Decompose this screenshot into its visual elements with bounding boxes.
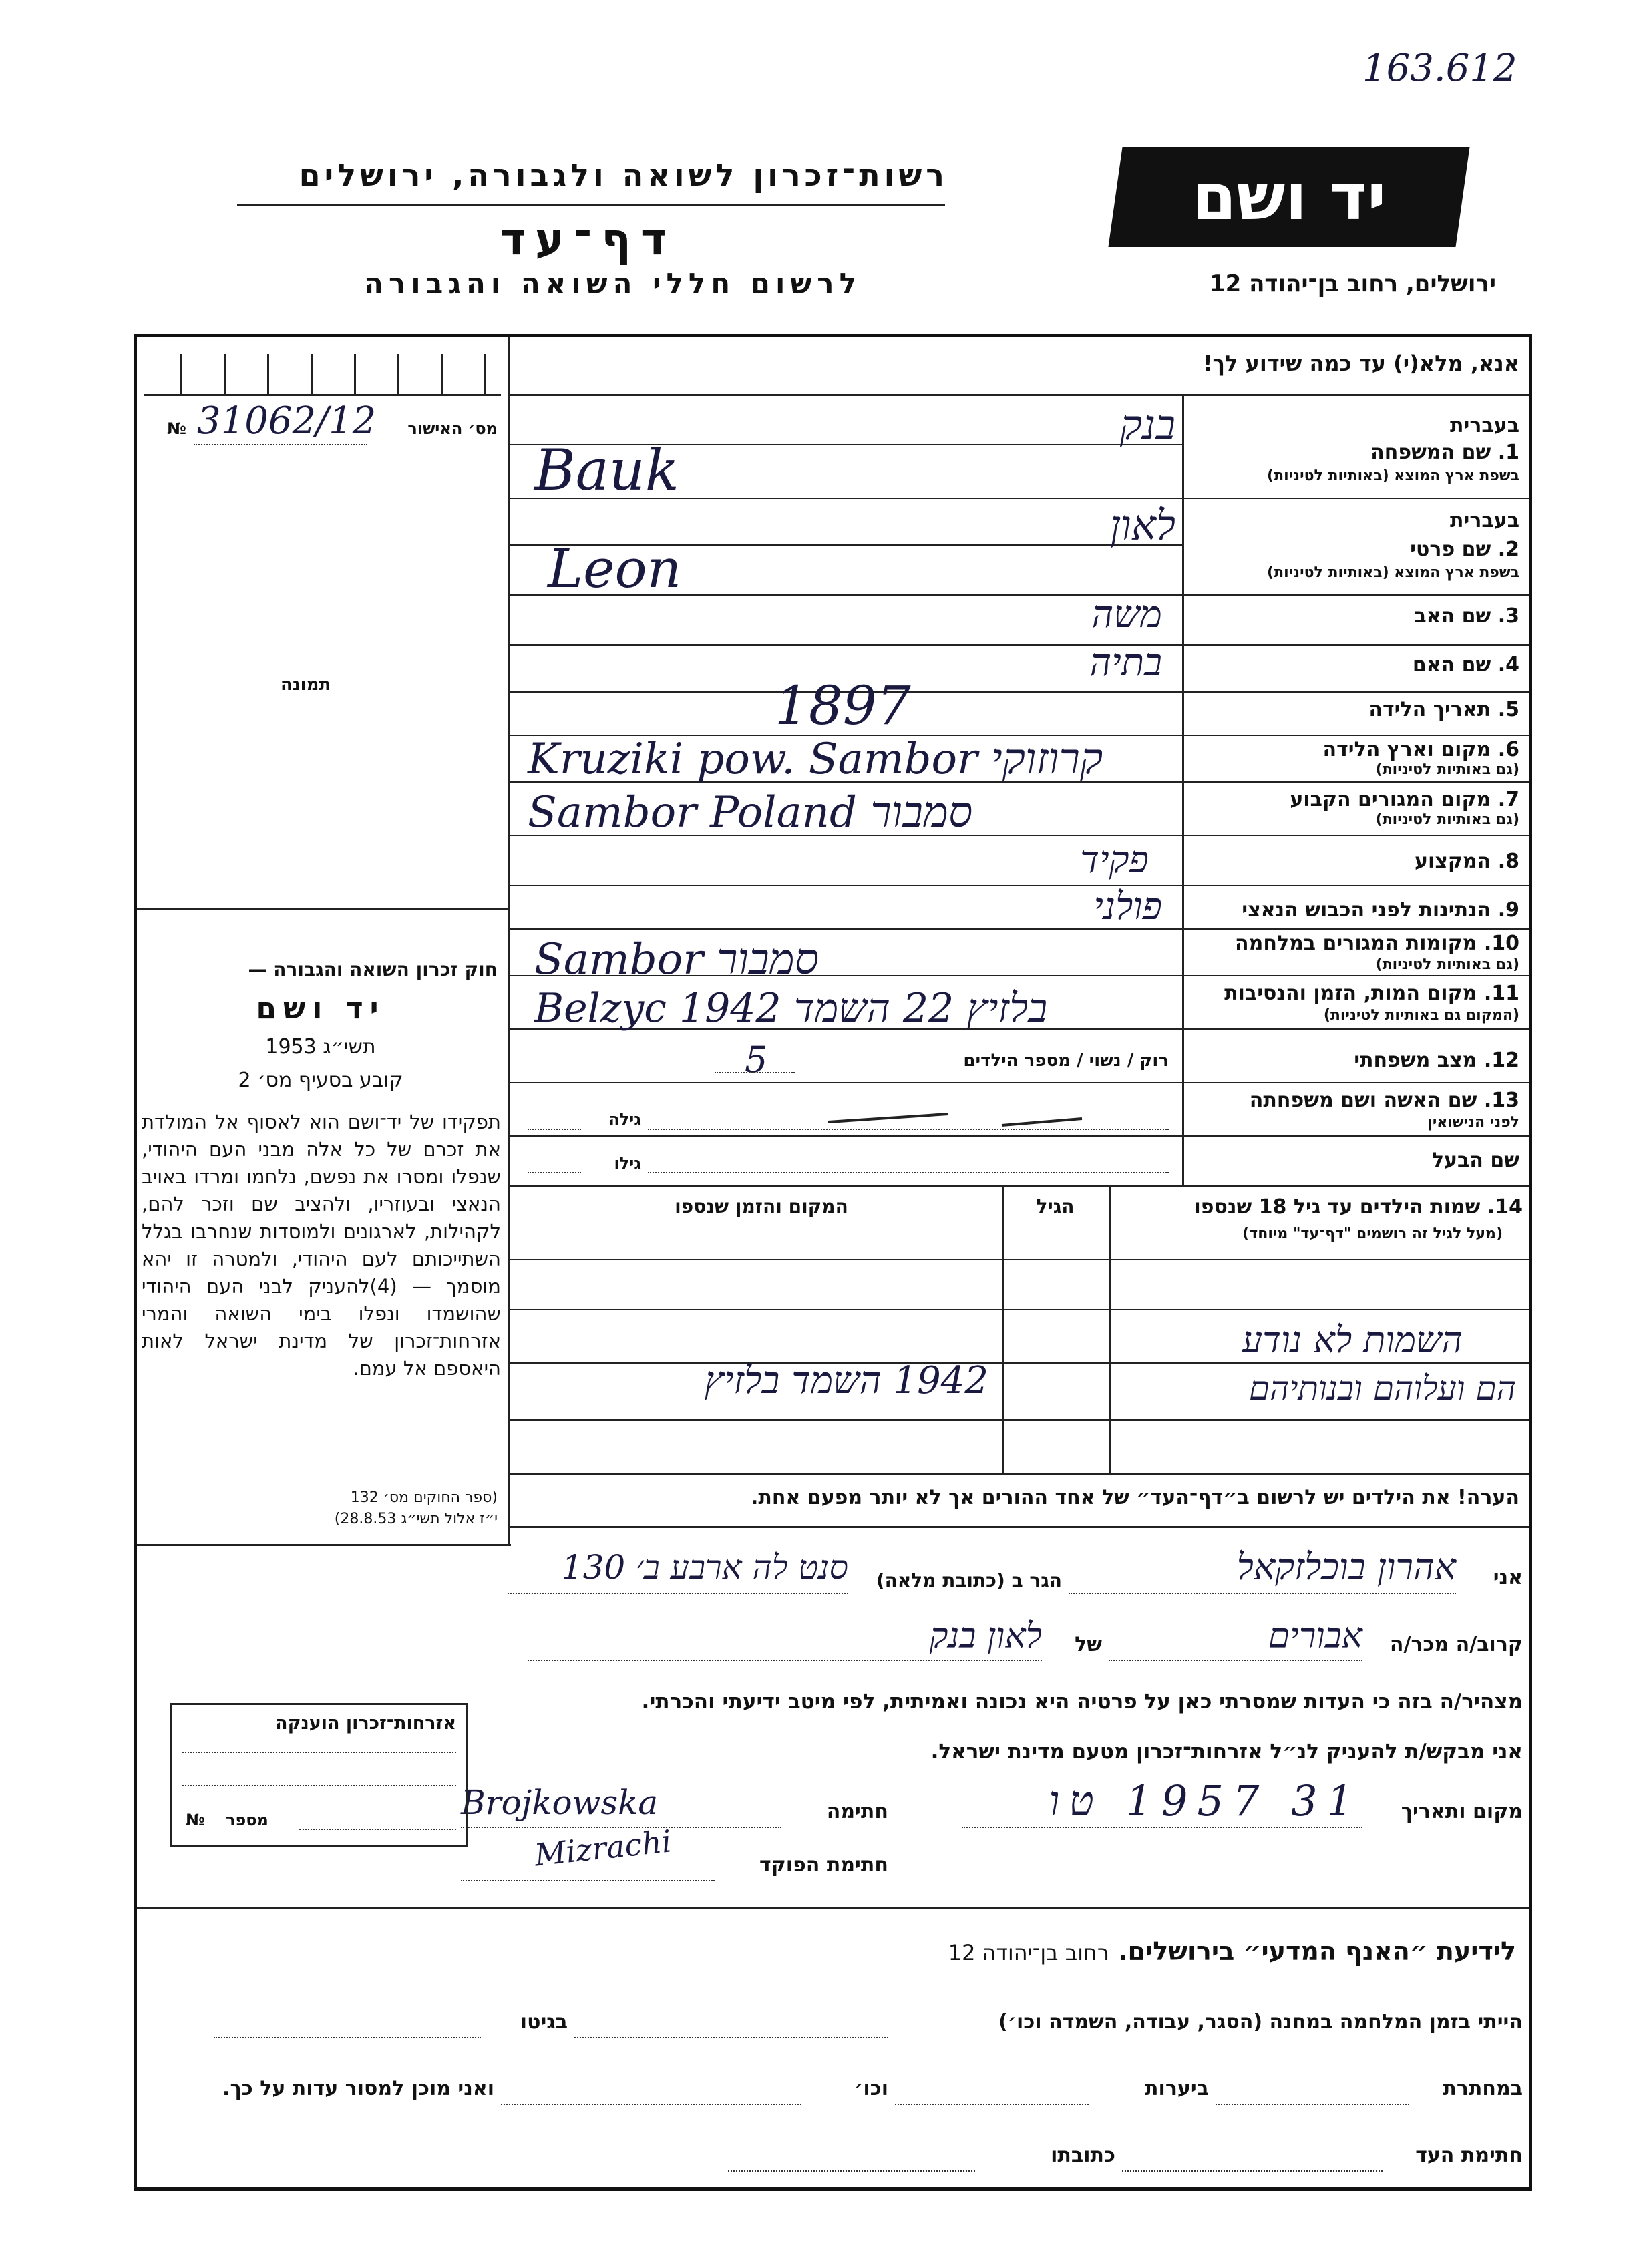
field-13-dash-strokes [821,1095,1089,1135]
field-1-text: שם המשפחה [1370,441,1491,464]
field-2-latin-value[interactable]: Leon [548,538,682,600]
field-3-value[interactable]: משה [1091,593,1162,636]
field-14-col-age: הגיל [1036,1195,1075,1217]
decl-address[interactable]: סנט לה ארבע ב׳ 130 [561,1548,848,1587]
form-request: אנא, מלא(י) עד כמה שידוע לך! [1202,351,1519,376]
decl-request: אני מבקש/ת להעניק לנ״ל אזרחות־זכרון מטעם מדינת ישראל. [930,1740,1523,1764]
field-10-label [1192,932,1519,955]
field-11-num: 11. [1483,982,1519,1005]
org-line: רשות־זכרון לשואה ולגבורה, ירושלים [299,157,948,193]
field-12-options: רוק / נשוי / מספר הילדים [963,1051,1169,1071]
photo-label: תמונה [281,675,331,695]
field-9-value[interactable]: פולני [1093,885,1162,928]
field-6-sub: (גם באותיות לטיניות) [1375,761,1519,778]
field-6-value[interactable]: Kruziki pow. Sambor קרוזוקי [528,735,1103,784]
field-4-text: שם האם [1412,653,1491,677]
yad-vashem-logo [1108,147,1469,247]
field-5-label [1192,698,1519,721]
field-12-text: מצב משפחתי [1354,1049,1477,1072]
field-6-text: מקום וארץ הלידה [1322,738,1491,761]
field-2-hebrew-value[interactable]: לאון [1110,501,1175,550]
decl-relation-value[interactable]: אבורים [1268,1616,1362,1656]
children-names-line-2[interactable]: הם ועלוהם ובנותיהם [1248,1369,1516,1408]
field-1-latin-value[interactable]: Bauk [534,437,679,503]
tick-boxes [144,354,501,396]
footer-address: רחוב בן־יהודה 12 [948,1940,1109,1965]
decl-signature[interactable]: Brojkowska [461,1783,659,1822]
field-9-num: 9. [1497,898,1519,922]
law-clause: קובע בסעיף מס׳ 2 [238,1069,403,1092]
decl-relation-label: קרוב/ה מכר/ה [1389,1633,1523,1656]
note: הערה! את הילדים יש לרשום ב״דף־העד״ של אחד ההורים אך לא יותר מפעם אחת. [751,1486,1519,1509]
law-ref-1: (ספר החוקים מס׳ 132 [350,1489,498,1506]
archive-reference: 163.612 [1362,47,1517,90]
field-2-label [1192,538,1519,561]
field-13-first-name-label: גילה [608,1110,641,1129]
children-place[interactable]: 1942 השמד בלזיץ [704,1359,988,1402]
law-heading: חוק זכרון השואה והגבורה — [248,958,498,980]
field-8-label [1192,849,1519,873]
logo-text: יד ושם [1191,160,1387,234]
field-8-value[interactable]: פקיד [1080,838,1149,882]
declarant-name[interactable]: אהרון בוכלזקאל [1236,1546,1456,1588]
field-14-num: 14. [1487,1195,1523,1219]
decl-of-name[interactable]: לאון בנק [929,1616,1042,1656]
field-12-num: 12. [1483,1049,1519,1072]
citizenship-box-number-label: מספר [226,1811,268,1829]
field-3-num: 3. [1497,604,1519,628]
law-text: תפקידו של יד־ושם הוא לאסוף אל המולדת את זכרם של כל אלה מבני העם היהודי, שנפלו ומסרו את נפשם, נלחמו ומרדו באויב הנאצי ובעוזריו, ולהציב שם וזכר להם, לקהילות, לארגונים ולמוסדות שנחרבו בגלל השתייכותם לעם היהודי, ולמטרה זו יהא מוסמך — (4)להעניק לבני העם היהודי שהושמדו ונפלו בימי השואה והמרי אזרחות־זכרון של מדינת ישראל לאות היאספם אל עמם. [142,1111,501,1380]
field-1-in-hebrew: בעברית [1450,414,1519,437]
decl-residing-label: הגר ב (כתובת מלאה) [876,1569,1062,1591]
field-2-in-hebrew: בעברית [1450,509,1519,532]
field-1-sub: בשפת ארץ המוצא (באותיות לטיניות) [1267,467,1519,484]
footer-title-line [468,1937,1516,1966]
field-13-text: שם האשה ושם משפחתה [1249,1089,1477,1112]
field-14-sub: (מעל לגיל זה רושמים "דף־עד" מיוחד) [1242,1225,1503,1242]
approval-number: 31062/12 [197,399,377,443]
field-7-value[interactable]: Sambor Poland סמבור [528,788,973,837]
field-11-text: מקום המות, הזמן והנסיבות [1224,982,1477,1005]
citizenship-box-no-sign: № [186,1811,205,1829]
footer-line2-a: במחתרת [1443,2077,1523,2100]
field-9-label [1192,898,1519,922]
footer-line1-b: בגיטו [520,2010,568,2034]
field-10-value[interactable]: Sambor סמבור [534,935,819,984]
field-2-num: 2. [1497,538,1519,561]
field-8-text: המקצוע [1414,849,1491,873]
field-9-text: הנתינות לפני הכבוש הנאצי [1242,898,1491,922]
field-14-col-place: המקום והזמן שנספו [675,1195,848,1217]
footer-line3-b: כתובתו [1051,2144,1115,2167]
law-ref-2: י״ז אלול תשי״ג 28.8.53) [334,1511,498,1527]
decl-i-label: אני [1493,1566,1523,1589]
field-7-text: מקום המגורים הקבוע [1290,788,1491,811]
field-7-num: 7. [1497,788,1519,811]
footer-line2-d: ואני מוכן למסור עדות על כך. [222,2077,494,2100]
field-6-num: 6. [1497,738,1519,761]
field-12-label [1192,1049,1519,1072]
field-4-label [1192,653,1519,677]
field-7-sub: (גם באותיות לטיניות) [1375,811,1519,828]
decl-officer-label: חתימת הפוקד [759,1853,888,1877]
decl-officer-sign[interactable]: Mizrachi [532,1823,673,1873]
field-13-sub: לפני הנישואין [1427,1114,1519,1131]
field-10-text: מקומות המגורים במלחמה [1235,932,1477,955]
field-10-sub: (גם באותיות לטיניות) [1375,956,1519,973]
law-year: תשי״ג 1953 [265,1035,376,1059]
field-4-value[interactable]: בתיה [1089,641,1162,685]
field-13-num: 13. [1483,1089,1519,1112]
footer-line3-a: חתימת העד [1415,2144,1523,2167]
field-5-num: 5. [1497,698,1519,721]
decl-place-date-label: מקום ותאריך [1401,1800,1523,1823]
field-4-num: 4. [1497,653,1519,677]
field-10-num: 10. [1483,932,1519,955]
decl-statement: מצהיר/ה בזה כי העדות שמסרתי כאן על פרטיה היא נכונה ואמיתית, לפי מיטב ידיעתי והכרתי. [641,1690,1523,1714]
field-13-label [1192,1089,1519,1112]
address: ירושלים, רחוב בן־יהודה 12 [1209,270,1496,297]
field-1-label [1192,441,1519,464]
field-3-label [1192,604,1519,628]
footer-title: לידיעת ״האנף המדעי״ בירושלים. [1118,1937,1516,1966]
field-1-hebrew-value[interactable]: בנק [1119,401,1175,449]
field-14-text: שמות הילדים עד גיל 18 שנספו [1194,1195,1481,1219]
husband-label: שם הבעל [1431,1149,1519,1172]
husband-first-name-label: גילו [614,1154,641,1173]
field-8-num: 8. [1497,849,1519,873]
field-7-label [1192,788,1519,811]
law-name: יד ושם [256,992,385,1026]
approval-no-sign: № [167,419,186,438]
footer-line2-b: ביערות [1145,2077,1209,2100]
field-11-sub: (המקום גם באותיות לטיניות) [1323,1007,1519,1024]
field-3-text: שם האב [1414,604,1491,628]
field-11-label [1192,982,1519,1005]
field-2-sub: בשפת ארץ המוצא (באותיות לטיניות) [1267,564,1519,581]
form-title: דף־עד [500,214,676,265]
field-5-text: תאריך הלידה [1368,698,1491,721]
children-names-line-1[interactable]: השמות לא נודע [1242,1319,1463,1361]
field-14-label [1115,1195,1523,1219]
field-12-children-count[interactable]: 5 [745,1038,768,1081]
field-1-num: 1. [1497,441,1519,464]
footer-line1-a: הייתי בזמן המלחמה במחנה (הסגר, עבודה, השמדה וכו׳) [998,2010,1523,2034]
field-2-text: שם פרטי [1410,538,1491,561]
form-subtitle: לרשום חללי השואה והגבורה [364,267,862,300]
decl-of-label: של [1075,1633,1102,1656]
footer-line2-c: וכו׳ [854,2077,888,2100]
field-6-label [1192,738,1519,761]
decl-signature-label: חתימה [826,1800,888,1823]
approval-label: מס׳ האישור [407,419,498,438]
field-5-value[interactable]: 1897 [775,675,911,737]
citizenship-box-title: אזרחות־זכרון הוענקה [275,1713,456,1734]
decl-place-date-value[interactable]: 31 1957 טו [1049,1776,1362,1825]
field-11-value[interactable]: Belzyc 1942 בלזיץ 22 השמד [534,985,1048,1032]
citizenship-box [170,1703,468,1847]
